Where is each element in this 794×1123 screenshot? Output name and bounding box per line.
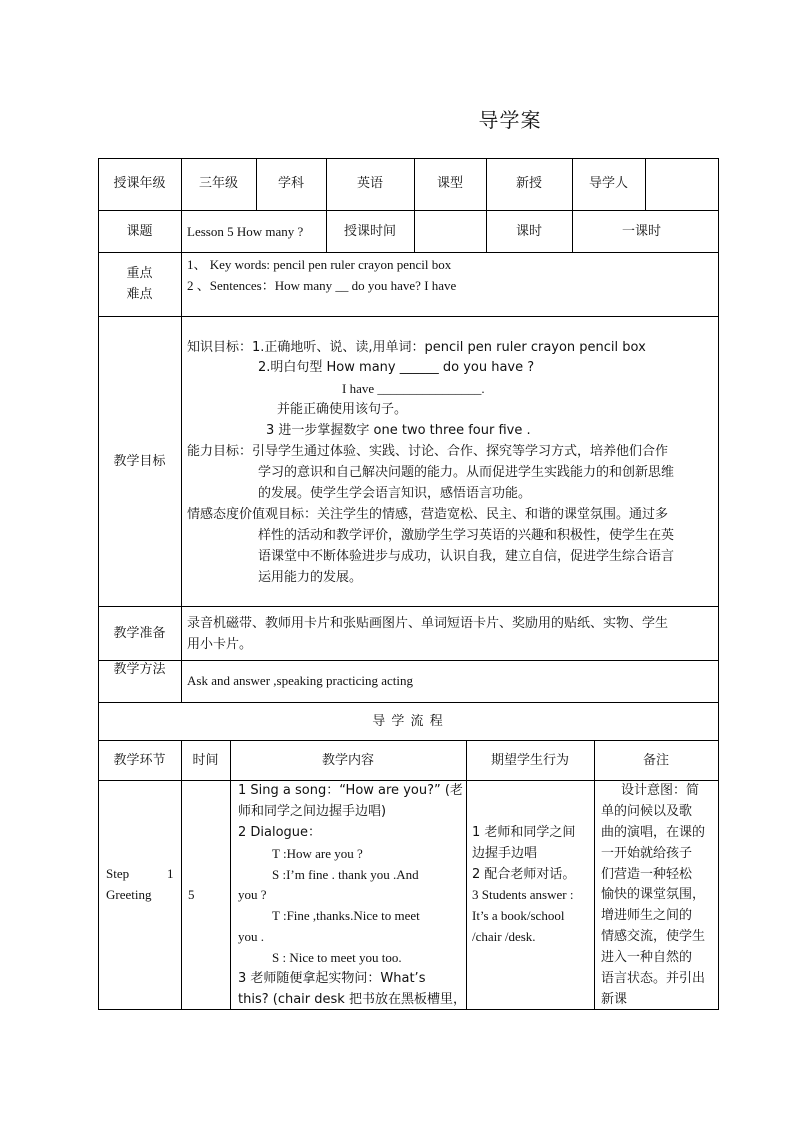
content-line: 师和同学之间边握手边唱) bbox=[238, 804, 387, 819]
header-content: 教学内容 bbox=[321, 753, 374, 768]
knowledge-goal-line-3: I have ________________. bbox=[342, 381, 485, 396]
content-line: 1 Sing a song：“How are you?” (老 bbox=[238, 783, 463, 798]
step-label: Step bbox=[106, 866, 130, 881]
emotion-goal-line-2: 样性的活动和教学评价，激励学生学习英语的兴趣和积极性，使学生在英 bbox=[258, 528, 675, 543]
step-time: 5 bbox=[188, 887, 195, 902]
ability-goal-line-1: 能力目标：引导学生通过体验、实践、讨论、合作、探究等学习方式，培养他们合作 bbox=[187, 444, 669, 459]
remark-line: 曲的演唱，在课的 bbox=[601, 825, 706, 840]
grade-label: 授课年级 bbox=[113, 176, 166, 191]
flow-title: 导 学 流 程 bbox=[372, 714, 444, 729]
header-remark: 备注 bbox=[642, 753, 669, 768]
prep-label: 教学准备 bbox=[113, 626, 166, 641]
behavior-line: 边握手边唱 bbox=[472, 846, 538, 861]
remark-line: 情感交流，使学生 bbox=[601, 929, 706, 944]
remark-line: 新课 bbox=[601, 992, 628, 1007]
difficulties-label: 难点 bbox=[126, 287, 153, 302]
content-line: you . bbox=[238, 929, 264, 944]
method-label: 教学方法 bbox=[113, 662, 166, 677]
content-line: you ? bbox=[238, 887, 267, 902]
content-line: T :How are you ? bbox=[272, 846, 363, 861]
behavior-line: 1 老师和同学之间 bbox=[472, 825, 576, 840]
subject-value: 英语 bbox=[356, 176, 383, 191]
grade-value: 三年级 bbox=[198, 176, 238, 191]
goals-label: 教学目标 bbox=[113, 454, 166, 469]
content-line: 2 Dialogue： bbox=[238, 825, 322, 840]
remark-line: 们营造一种轻松 bbox=[601, 867, 693, 882]
lesson-type-label: 课型 bbox=[436, 176, 463, 191]
behavior-line: It’s a book/school bbox=[472, 908, 565, 923]
remark-line: 进入一种自然的 bbox=[601, 950, 693, 965]
knowledge-goal-line-5: 3 进一步掌握数字 one two three four five . bbox=[266, 423, 531, 438]
content-line: T :Fine ,thanks.Nice to meet bbox=[272, 908, 420, 923]
knowledge-goal-line-1: 知识目标：1.正确地听、说、读,用单词：pencil pen ruler crayon pencil box bbox=[187, 340, 646, 355]
content-line: S : Nice to meet you too. bbox=[272, 950, 402, 965]
page-title: 导学案 bbox=[478, 108, 542, 132]
prep-line-1: 录音机磁带、教师用卡片和张贴画图片、单词短语卡片、奖励用的贴纸、实物、学生 bbox=[187, 616, 669, 631]
step-name: Greeting bbox=[106, 887, 152, 902]
ability-goal-line-2: 学习的意识和自己解决问题的能力。从而促进学生实践能力的和创新思维 bbox=[258, 465, 675, 480]
remark-line: 语言状态。并引出 bbox=[601, 971, 706, 986]
behavior-line: 3 Students answer : bbox=[472, 887, 574, 902]
remark-line: 一开始就给孩子 bbox=[601, 846, 693, 861]
topic-label: 课题 bbox=[126, 224, 153, 239]
remark-line: 单的问候以及歌 bbox=[601, 804, 693, 819]
emotion-goal-line-1: 情感态度价值观目标：关注学生的情感，营造宽松、民主、和谐的课堂氛围。通过多 bbox=[187, 507, 669, 522]
sentences-line: 2 、Sentences：How many __ do you have? I have bbox=[187, 278, 457, 293]
topic-value: Lesson 5 How many ? bbox=[187, 224, 304, 239]
header-time: 时间 bbox=[192, 753, 219, 768]
knowledge-goal-line-4: 并能正确使用该句子。 bbox=[277, 402, 408, 417]
emotion-goal-line-3: 语课堂中不断体验进步与成功，认识自我，建立自信，促进学生综合语言 bbox=[258, 549, 675, 564]
guide-label: 导学人 bbox=[588, 176, 628, 191]
remark-line: 愉快的课堂氛围， bbox=[601, 887, 706, 902]
remark-line: 设计意图：简 bbox=[621, 783, 700, 798]
content-line: S :I’m fine . thank you .And bbox=[272, 867, 419, 882]
ability-goal-line-3: 的发展。使学生学会语言知识，感悟语言功能。 bbox=[258, 486, 532, 501]
method-value: Ask and answer ,speaking practicing acting bbox=[187, 673, 413, 688]
emotion-goal-line-4: 运用能力的发展。 bbox=[258, 570, 363, 585]
content-line: 3 老师随便拿起实物问：What’s bbox=[238, 971, 426, 986]
knowledge-goal-line-2: 2.明白句型 How many ______ do you have ? bbox=[258, 360, 535, 375]
subject-label: 学科 bbox=[277, 176, 304, 191]
behavior-line: 2 配合老师对话。 bbox=[472, 867, 576, 882]
header-behavior: 期望学生行为 bbox=[490, 753, 569, 768]
remark-line: 增进师生之间的 bbox=[601, 908, 693, 923]
key-words-line: 1、 Key words: pencil pen ruler crayon pencil box bbox=[187, 257, 452, 272]
behavior-line: /chair /desk. bbox=[472, 929, 536, 944]
lesson-type-value: 新授 bbox=[515, 176, 542, 191]
content-line: this? (chair desk 把书放在黑板槽里， bbox=[238, 992, 466, 1007]
period-value: 一课时 bbox=[622, 224, 662, 239]
period-label: 课时 bbox=[515, 224, 542, 239]
header-stage: 教学环节 bbox=[113, 753, 166, 768]
step-number: 1 bbox=[167, 866, 174, 881]
prep-line-2: 用小卡片。 bbox=[187, 637, 253, 652]
teaching-time-label: 授课时间 bbox=[343, 224, 396, 239]
key-points-label: 重点 bbox=[126, 266, 153, 281]
